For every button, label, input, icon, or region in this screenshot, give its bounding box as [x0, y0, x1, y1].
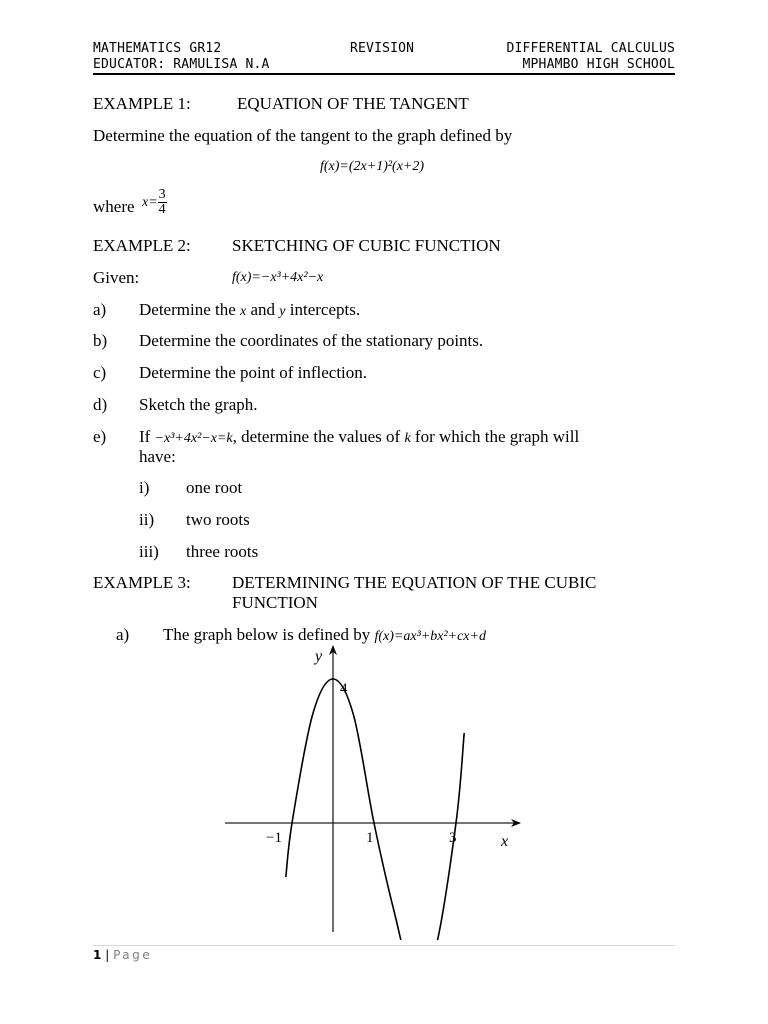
- ex2-item-d-letter: d): [93, 395, 108, 414]
- ex3-a-letter: a): [116, 625, 130, 644]
- sub-iii-num: iii): [139, 542, 159, 561]
- ex1-x-eq: x=: [142, 195, 158, 211]
- ex2-item-a-letter: a): [93, 300, 107, 319]
- y-intercept-label: 4: [340, 681, 348, 697]
- ex1-text: Determine the equation of the tangent to the graph defined by: [93, 126, 513, 145]
- ex3-label: EXAMPLE 3:: [93, 573, 191, 592]
- sub-i-num: i): [139, 478, 150, 497]
- sub-ii-text: two roots: [186, 510, 250, 529]
- ex1-formula: f(x)=(2x+1)²(x+2): [320, 159, 425, 174]
- ex2-item-a: Determine the x and y intercepts.: [139, 300, 361, 319]
- ex3-formula: f(x)=ax³+bx²+cx+d: [374, 629, 486, 644]
- ex2-item-c: Determine the point of inflection.: [139, 363, 368, 382]
- ex2-formula: f(x)=−x³+4x²−x: [232, 270, 324, 285]
- ex2-item-e-letter: e): [93, 427, 107, 446]
- ex2-item-e-line2: have:: [139, 447, 176, 466]
- ex2-item-e: If −x³+4x²−x=k, determine the values of k for which the graph will: [139, 427, 580, 446]
- footer-rule: [93, 945, 675, 946]
- header-subject: MATHEMATICS GR12: [93, 41, 222, 56]
- header-school: MPHAMBO HIGH SCHOOL: [522, 57, 675, 72]
- header-rule: [93, 73, 675, 75]
- page-label: Page: [113, 948, 153, 962]
- ex1-x-value: [142, 188, 167, 217]
- root-label-neg1: −1: [266, 830, 282, 846]
- ex3-a-text: The graph below is defined by f(x)=ax³+bx²+cx+d: [163, 625, 486, 644]
- ex2-item-c-letter: c): [93, 363, 107, 382]
- cubic-curve: [286, 679, 464, 940]
- x-axis-label: x: [501, 833, 509, 850]
- cubic-graph: [215, 640, 535, 940]
- ex1-where: where: [93, 197, 135, 216]
- sub-iii-text: three roots: [186, 542, 259, 561]
- root-label-1: 1: [366, 830, 374, 846]
- ex2-item-b: Determine the coordinates of the stationary points.: [139, 331, 484, 350]
- ex2-given: Given:: [93, 268, 140, 287]
- ex1-title: EQUATION OF THE TANGENT: [237, 94, 469, 113]
- y-axis-label: y: [315, 648, 323, 665]
- footer: [93, 948, 152, 962]
- ex1-fraction: $\frac{3}{4}$: [158, 187, 166, 217]
- ex1-label: EXAMPLE 1:: [93, 94, 191, 113]
- sub-i-text: one root: [186, 478, 243, 497]
- ex3-title-line1: DETERMINING THE EQUATION OF THE CUBIC: [232, 573, 597, 592]
- ex2-label: EXAMPLE 2:: [93, 236, 191, 255]
- ex2-item-d: Sketch the graph.: [139, 395, 258, 414]
- header-type: REVISION: [350, 41, 415, 56]
- header-topic: DIFFERENTIAL CALCULUS: [506, 41, 675, 56]
- root-label-3: 3: [449, 830, 457, 846]
- ex2-title: SKETCHING OF CUBIC FUNCTION: [232, 236, 501, 255]
- ex3-title-line2: FUNCTION: [232, 593, 318, 612]
- header-educator: EDUCATOR: RAMULISA N.A: [93, 57, 270, 72]
- ex2-item-b-letter: b): [93, 331, 108, 350]
- sub-ii-num: ii): [139, 510, 155, 529]
- footer-separator: |: [105, 948, 110, 962]
- page-number: 1: [93, 948, 102, 962]
